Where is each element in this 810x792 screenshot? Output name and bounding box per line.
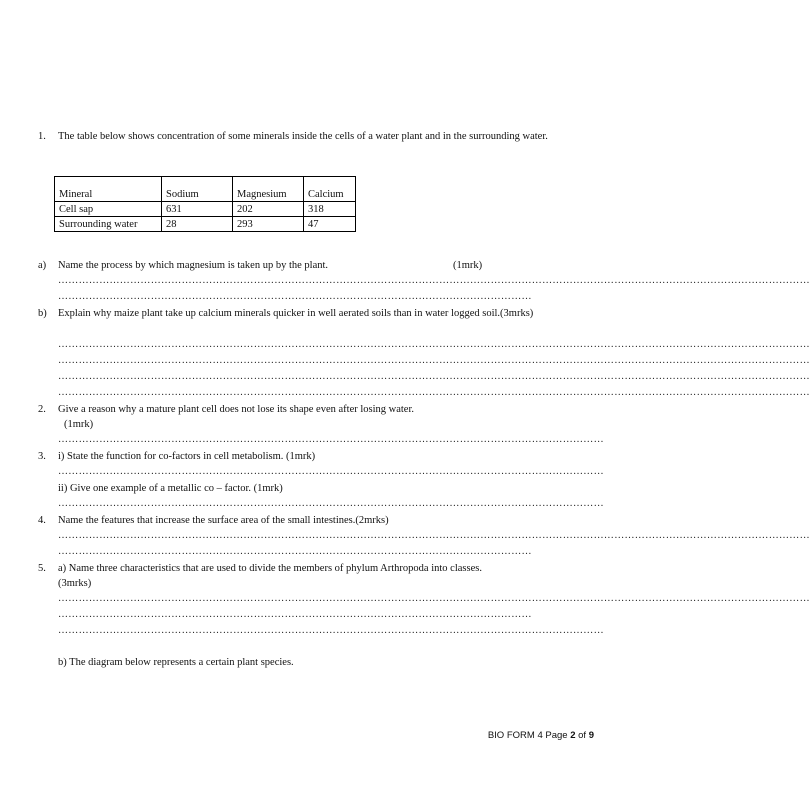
table-cell: Surrounding water (55, 217, 162, 232)
table-header-cell: Sodium (162, 177, 233, 202)
q2-marks: (1mrk) (64, 419, 94, 430)
answer-line[interactable]: …………………………………………………………………………………………………………………………………………… (58, 498, 604, 509)
table-cell: 631 (162, 202, 233, 217)
q5a-marks: (3mrks) (58, 578, 92, 589)
page-footer (488, 730, 594, 741)
table-row (55, 202, 356, 217)
q3-number: 3. (38, 451, 46, 462)
answer-line[interactable]: …………………………………………………………………………………………………………………………………………… (58, 466, 604, 477)
q5b-text: b) The diagram below represents a certain plant species. (58, 657, 294, 668)
q1a-label: a) (38, 260, 47, 271)
minerals-table (54, 176, 356, 232)
table-cell: 202 (233, 202, 304, 217)
footer-total: 9 (588, 730, 594, 741)
answer-line[interactable]: ………………………………………………………………………………………………………………………………………………………………………………………………… (58, 355, 810, 366)
q1a-marks: (1mrk) (453, 260, 483, 271)
table-cell: 28 (162, 217, 233, 232)
q1-text: The table below shows concentration of some minerals inside the cells of a water plant and in the surrounding water. (58, 131, 548, 142)
answer-line[interactable]: ………………………………………………………………………………………………………………………… (58, 609, 532, 620)
answer-line[interactable]: ………………………………………………………………………………………………………………………………………………………………………………………………… (58, 387, 810, 398)
table-cell: 293 (233, 217, 304, 232)
q2-text: Give a reason why a mature plant cell does not lose its shape even after losing water. (58, 404, 415, 415)
q3-i-text: i) State the function for co-factors in cell metabolism. (1mrk) (58, 451, 316, 462)
q5a-text: a) Name three characteristics that are used to divide the members of phylum Arthropoda into classes. (58, 563, 482, 574)
answer-line[interactable]: …………………………………………………………………………………………………………………………………………… (58, 625, 604, 636)
answer-line[interactable]: ………………………………………………………………………………………………………………………… (58, 291, 532, 302)
answer-line[interactable]: …………………………………………………………………………………………………………………………………………… (58, 434, 604, 445)
answer-line[interactable]: ………………………………………………………………………………………………………………………………………………………………………………………………… (58, 339, 810, 350)
table-cell: 318 (304, 202, 356, 217)
table-cell: Cell sap (55, 202, 162, 217)
q5-number: 5. (38, 563, 46, 574)
q3-ii-text: ii) Give one example of a metallic co – factor. (1mrk) (58, 483, 283, 494)
table-header-cell: Calcium (304, 177, 356, 202)
answer-line[interactable]: ………………………………………………………………………………………………………………………………………………………………………………………………… (58, 275, 810, 286)
q4-number: 4. (38, 515, 46, 526)
footer-of: of (575, 730, 589, 741)
answer-line[interactable]: ………………………………………………………………………………………………………………………………………………………………………………………………… (58, 593, 810, 604)
answer-line[interactable]: ………………………………………………………………………………………………………………………… (58, 546, 532, 557)
answer-line[interactable]: ………………………………………………………………………………………………………………………………………………………………………………………………… (58, 530, 810, 541)
table-cell: 47 (304, 217, 356, 232)
q1b-text: Explain why maize plant take up calcium minerals quicker in well aerated soils than in water logged soil.(3mrks) (58, 308, 534, 319)
table-header-cell: Mineral (55, 177, 162, 202)
footer-page: 2 (570, 730, 576, 741)
q1a-text: Name the process by which magnesium is taken up by the plant. (58, 260, 329, 271)
q2-number: 2. (38, 404, 46, 415)
q1-number: 1. (38, 131, 46, 142)
q4-text: Name the features that increase the surface area of the small intestines.(2mrks) (58, 515, 389, 526)
table-header-row (55, 177, 356, 202)
answer-line[interactable]: ………………………………………………………………………………………………………………………………………………………………………………………………… (58, 371, 810, 382)
q1b-label: b) (38, 308, 47, 319)
footer-prefix: BIO FORM 4 Page (487, 730, 571, 741)
table-header-cell: Magnesium (233, 177, 304, 202)
table-row (55, 217, 356, 232)
